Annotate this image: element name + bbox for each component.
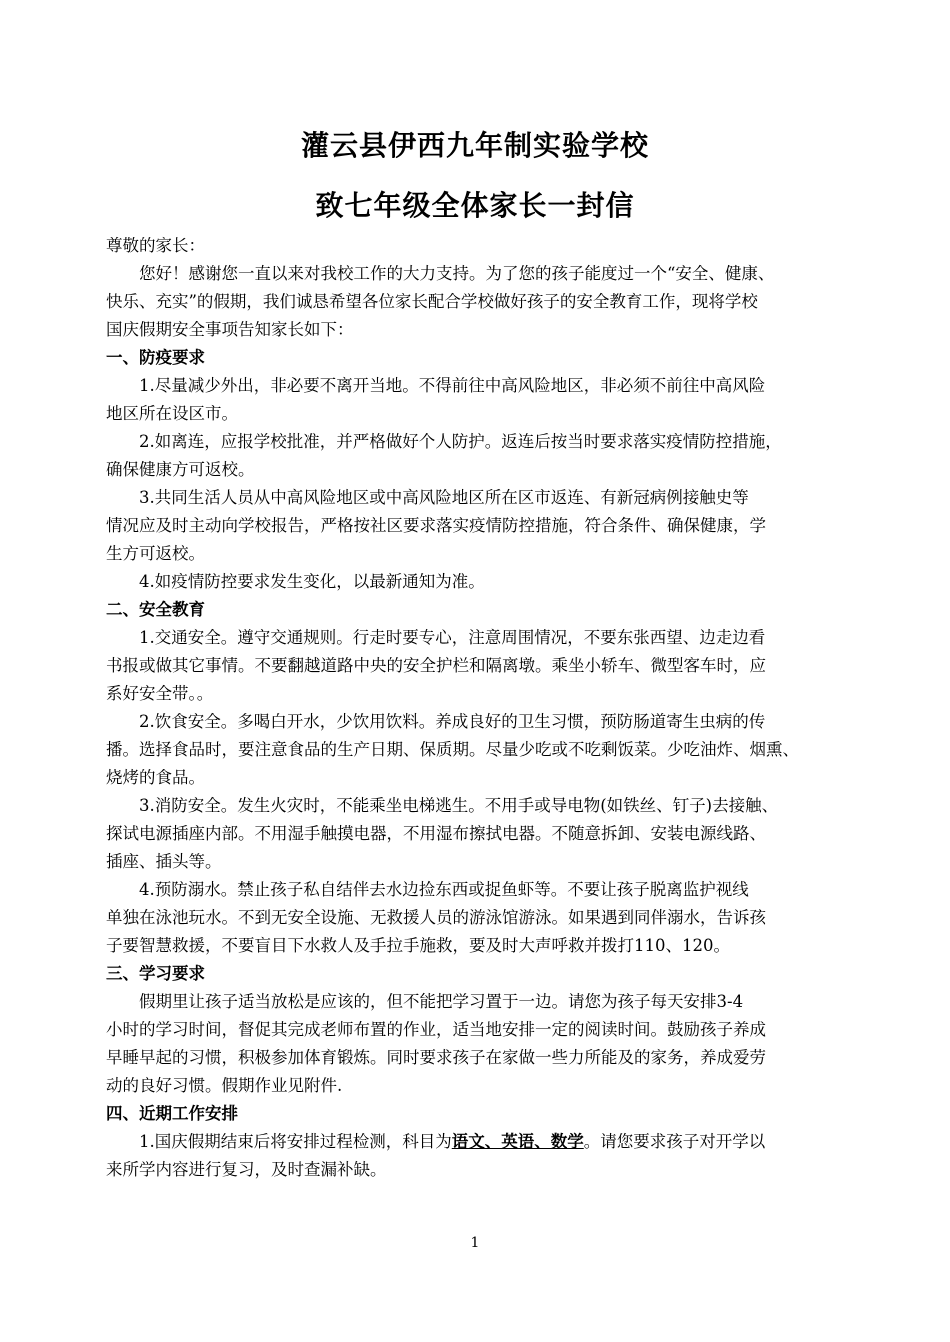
schedule-text-prefix: 1.国庆假期结束后将安排过程检测，科目为 [139, 1132, 452, 1151]
letter-body [106, 232, 852, 1184]
intro-paragraph [106, 260, 852, 344]
salutation: 尊敬的家长： [106, 236, 205, 255]
item-line: 插座、插头等。 [106, 852, 222, 871]
epidemic-item-1 [106, 372, 852, 428]
item-line: 2.如离连，应报学校批准，并严格做好个人防护。返连后按当时要求落实疫情防控措施， [139, 432, 782, 451]
section-heading-study: 三、学习要求 [106, 964, 205, 983]
item-line: 系好安全带。。 [106, 684, 214, 703]
school-name-title: 灌云县伊西九年制实验学校 [300, 129, 649, 162]
letter-title: 致七年级全体家长一封信 [315, 189, 635, 222]
safety-item-1 [106, 624, 852, 708]
item-line: 早睡早起的习惯，积极参加体育锻炼。同时要求孩子在家做一些力所能及的家务，养成爱劳 [106, 1048, 766, 1067]
schedule-text-suffix: 。请您要求孩子对开学以 [583, 1132, 766, 1151]
item-line: 地区所在设区市。 [106, 404, 238, 423]
item-line: 确保健康方可返校。 [106, 460, 255, 479]
intro-line: 快乐、充实”的假期，我们诚恳希望各位家长配合学校做好孩子的安全教育工作，现将学校 [106, 292, 758, 311]
item-line: 2.饮食安全。多喝白开水，少饮用饮料。养成良好的卫生习惯，预防肠道寄生虫病的传 [139, 712, 766, 731]
item-line: 4.如疫情防控要求发生变化，以最新通知为准。 [139, 572, 485, 591]
item-line: 情况应及时主动向学校报告，严格按社区要求落实疫情防控措施，符合条件、确保健康，学 [106, 516, 766, 535]
item-line: 1.尽量减少外出，非必要不离开当地。不得前往中高风险地区，非必须不前往中高风险 [139, 376, 766, 395]
section-heading-epidemic: 一、防疫要求 [106, 348, 205, 367]
schedule-item-1 [106, 1128, 852, 1184]
intro-line: 您好！感谢您一直以来对我校工作的大力支持。为了您的孩子能度过一个“安全、健康、 [139, 264, 775, 283]
safety-item-2 [106, 708, 852, 792]
item-line: 3.共同生活人员从中高风险地区或中高风险地区所在区市返连、有新冠病例接触史等 [139, 488, 749, 507]
item-line: 1.交通安全。遵守交通规则。行走时要专心，注意周围情况，不要东张西望、边走边看 [139, 628, 766, 647]
epidemic-item-4 [106, 568, 852, 596]
exam-subjects: 语文、英语、数学 [451, 1132, 584, 1151]
item-line: 假期里让孩子适当放松是应该的，但不能把学习置于一边。请您为孩子每天安排3-4 [139, 992, 744, 1011]
page-number: 1 [470, 1235, 480, 1251]
epidemic-item-2 [106, 428, 852, 484]
item-line: 烧烤的食品。 [106, 768, 205, 787]
safety-item-3 [106, 792, 852, 876]
section-heading-schedule: 四、近期工作安排 [106, 1104, 238, 1123]
item-line: 子要智慧救援，不要盲目下水救人及手拉手施救，要及时大声呼救并拨打110、120。 [106, 936, 730, 955]
item-line: 探试电源插座内部。不用湿手触摸电器，不用湿布擦拭电器。不随意拆卸、安装电源线路、 [106, 824, 766, 843]
intro-line: 国庆假期安全事项告知家长如下： [106, 320, 354, 339]
item-line: 小时的学习时间，督促其完成老师布置的作业，适当地安排一定的阅读时间。鼓励孩子养成 [106, 1020, 766, 1039]
epidemic-item-3 [106, 484, 852, 568]
item-line: 单独在泳池玩水。不到无安全设施、无救援人员的游泳馆游泳。如果遇到同伴溺水，告诉孩 [106, 908, 766, 927]
item-line: 播。选择食品时，要注意食品的生产日期、保质期。尽量少吃或不吃剩饭菜。少吃油炸、烟熏、 [106, 740, 799, 759]
item-line: 动的良好习惯。假期作业见附件. [106, 1076, 343, 1095]
section-heading-safety: 二、安全教育 [106, 600, 205, 619]
item-line: 4.预防溺水。禁止孩子私自结伴去水边捡东西或捉鱼虾等。不要让孩子脱离监护视线 [139, 880, 749, 899]
item-line: 书报或做其它事情。不要翻越道路中央的安全护栏和隔离墩。乘坐小轿车、微型客车时，应 [106, 656, 766, 675]
item-line: 来所学内容进行复习，及时查漏补缺。 [106, 1160, 387, 1179]
study-paragraph [106, 988, 852, 1100]
item-line [106, 1128, 852, 1156]
item-line: 生方可返校。 [106, 544, 205, 563]
safety-item-4 [106, 876, 852, 960]
item-line: 3.消防安全。发生火灾时，不能乘坐电梯逃生。不用手或导电物(如铁丝、钉子)去接触、 [139, 796, 779, 815]
